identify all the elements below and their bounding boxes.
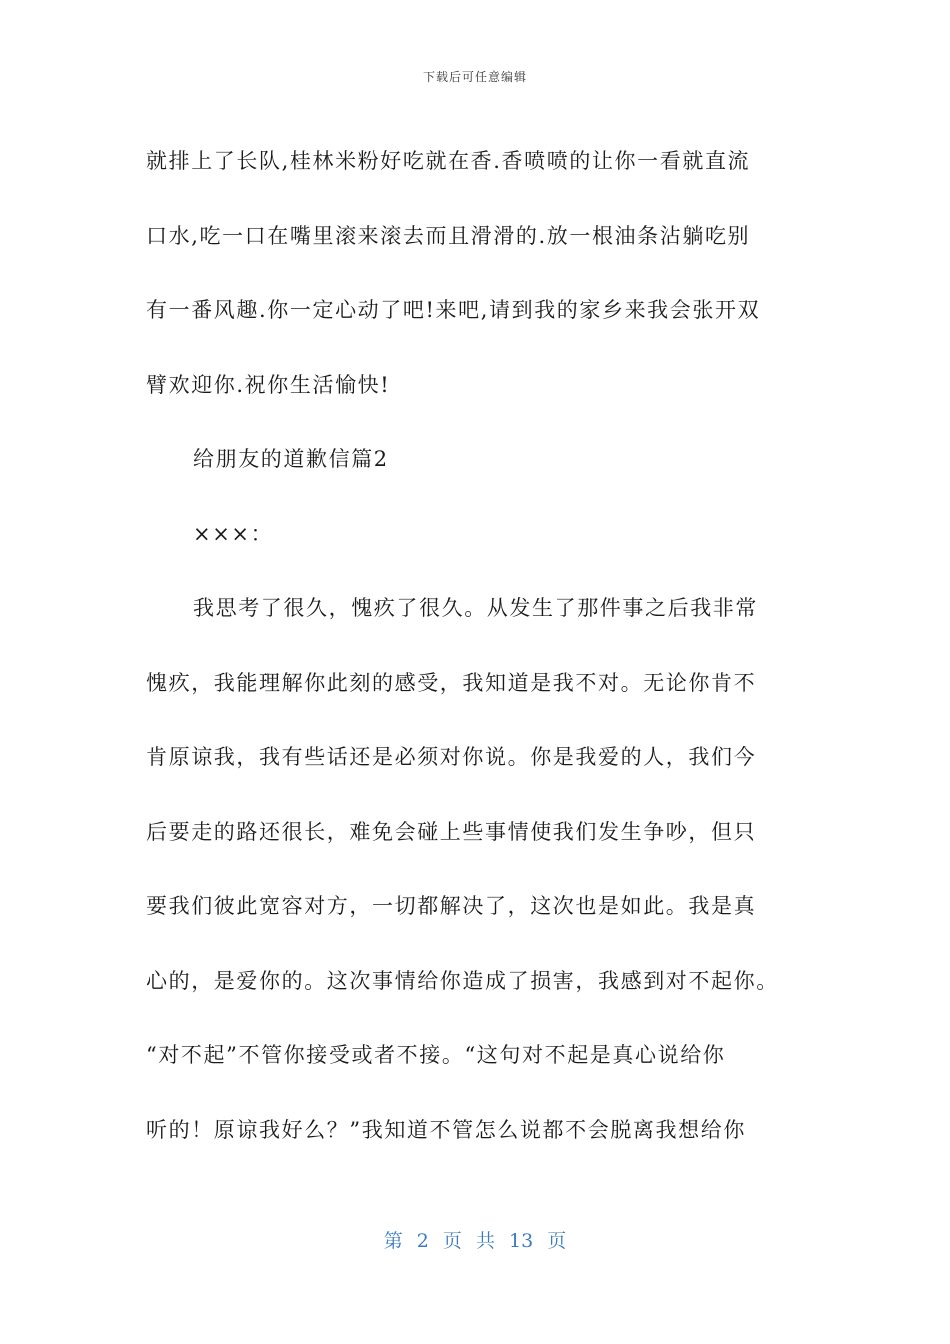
body-line-13: “对不起”不管你接受或者不接。“这句对不起是真心说给你 bbox=[146, 1043, 726, 1067]
body-line-1: 就排上了长队,桂林米粉好吃就在香.香喷喷的让你一看就直流 bbox=[146, 149, 751, 173]
salutation: ×××： bbox=[193, 521, 274, 546]
body-line-11: 要我们彼此宽容对方，一切都解决了，这次也是如此。我是真 bbox=[146, 894, 757, 918]
page-header: 下载后可任意编辑 bbox=[422, 70, 527, 84]
document-body bbox=[146, 124, 806, 1167]
body-line-2: 口水,吃一口在嘴里滚来滚去而且滑滑的.放一根油条沾躺吃别 bbox=[146, 223, 751, 248]
body-line-14: 听的！原谅我好么？”我知道不管怎么说都不会脱离我想给你 bbox=[146, 1117, 746, 1142]
body-line-12: 心的，是爱你的。这次事情给你造成了损害，我感到对不起你。 bbox=[146, 968, 779, 993]
section-title: 给朋友的道歉信篇2 bbox=[193, 447, 389, 471]
body-line-9: 肯原谅我，我有些话还是必须对你说。你是我爱的人，我们今 bbox=[146, 745, 757, 769]
body-line-4: 臂欢迎你.祝你生活愉快! bbox=[146, 372, 391, 397]
body-line-7: 我思考了很久，愧疚了很久。从发生了那件事之后我非常 bbox=[193, 596, 758, 620]
body-line-8: 愧疚，我能理解你此刻的感受，我知道是我不对。无论你肯不 bbox=[146, 670, 757, 695]
body-line-3: 有一番风趣.你一定心动了吧!来吧,请到我的家乡来我会张开双 bbox=[146, 298, 761, 322]
body-line-10: 后要走的路还很长，难免会碰上些事情使我们发生争吵，但只 bbox=[146, 819, 757, 844]
page-number-footer: 第 2 页 共 13 页 bbox=[383, 1230, 567, 1252]
